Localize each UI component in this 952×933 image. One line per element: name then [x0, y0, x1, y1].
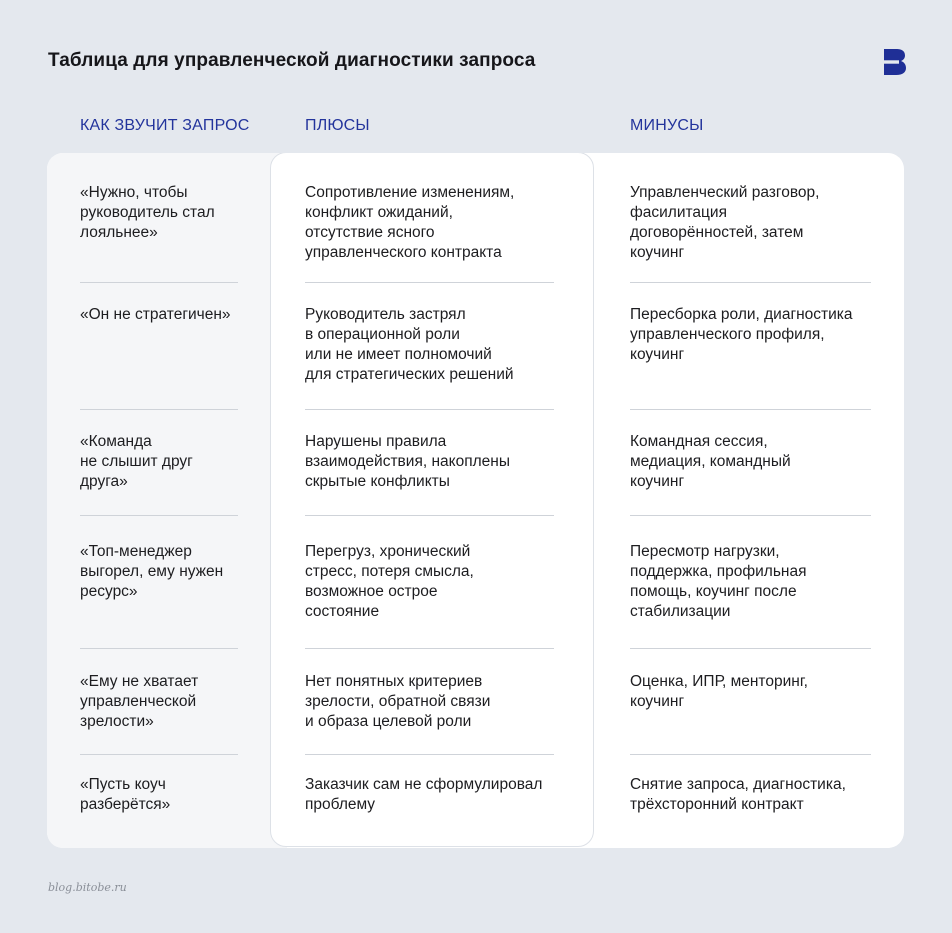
table-cell-pros: Перегруз, хронический стресс, потеря смысла, возможное острое состояние: [305, 543, 474, 620]
table-cell-cons: Управленческий разговор, фасилитация договорённостей, затем коучинг: [630, 184, 820, 261]
table-cell-cons: Оценка, ИПР, менторинг, коучинг: [630, 673, 808, 710]
table-cell-pros: Руководитель застрял в операционной роли или не имеет полномочий для стратегических решений: [305, 306, 514, 383]
table-cell-request: «Топ-менеджер выгорел, ему нужен ресурс»: [80, 543, 224, 600]
table-cell-cons: Командная сессия, медиация, командный коучинг: [630, 433, 791, 490]
page-title: Таблица для управленческой диагностики запроса: [48, 50, 536, 71]
footer-source: blog.bitobe.ru: [48, 881, 127, 894]
table-cell-cons: Снятие запроса, диагностика, трёхсторонний контракт: [630, 776, 846, 813]
row-divider: [305, 282, 554, 283]
table-card: [47, 153, 904, 848]
row-divider: [80, 515, 238, 516]
table-cell-request: «Команда не слышит друг друга»: [80, 433, 193, 490]
table-cell-cons: Пересмотр нагрузки, поддержка, профильная помощь, коучинг после стабилизации: [630, 543, 807, 620]
row-divider: [305, 515, 554, 516]
column-header-request: КАК ЗВУЧИТ ЗАПРОС: [80, 117, 250, 134]
row-divider: [630, 282, 871, 283]
table-cell-request: «Пусть коуч разберётся»: [80, 776, 171, 813]
row-divider: [305, 754, 554, 755]
row-divider: [80, 282, 238, 283]
row-divider: [630, 409, 871, 410]
table-cell-request: «Ему не хватает управленческой зрелости»: [80, 673, 199, 730]
table-cell-pros: Нет понятных критериев зрелости, обратной связи и образа целевой роли: [305, 673, 491, 730]
table-cell-pros: Заказчик сам не сформулировал проблему: [305, 776, 543, 813]
row-divider: [630, 648, 871, 649]
column-header-pros: ПЛЮСЫ: [305, 117, 370, 134]
table-cell-pros: Нарушены правила взаимодействия, накоплены скрытые конфликты: [305, 433, 510, 490]
row-divider: [630, 754, 871, 755]
column-header-cons: МИНУСЫ: [630, 117, 704, 134]
row-divider: [305, 648, 554, 649]
table-cell-cons: Пересборка роли, диагностика управленческого профиля, коучинг: [630, 306, 853, 363]
row-divider: [630, 515, 871, 516]
table-cell-request: «Он не стратегичен»: [80, 306, 231, 323]
table-cell-pros: Сопротивление изменениям, конфликт ожиданий, отсутствие ясного управленческого контракта: [305, 184, 515, 261]
table-cell-request: «Нужно, чтобы руководитель стал лояльнее»: [80, 184, 215, 241]
bitobe-logo-icon: [884, 49, 906, 75]
row-divider: [80, 754, 238, 755]
row-divider: [305, 409, 554, 410]
request-column-background: [47, 153, 287, 848]
row-divider: [80, 648, 238, 649]
row-divider: [80, 409, 238, 410]
